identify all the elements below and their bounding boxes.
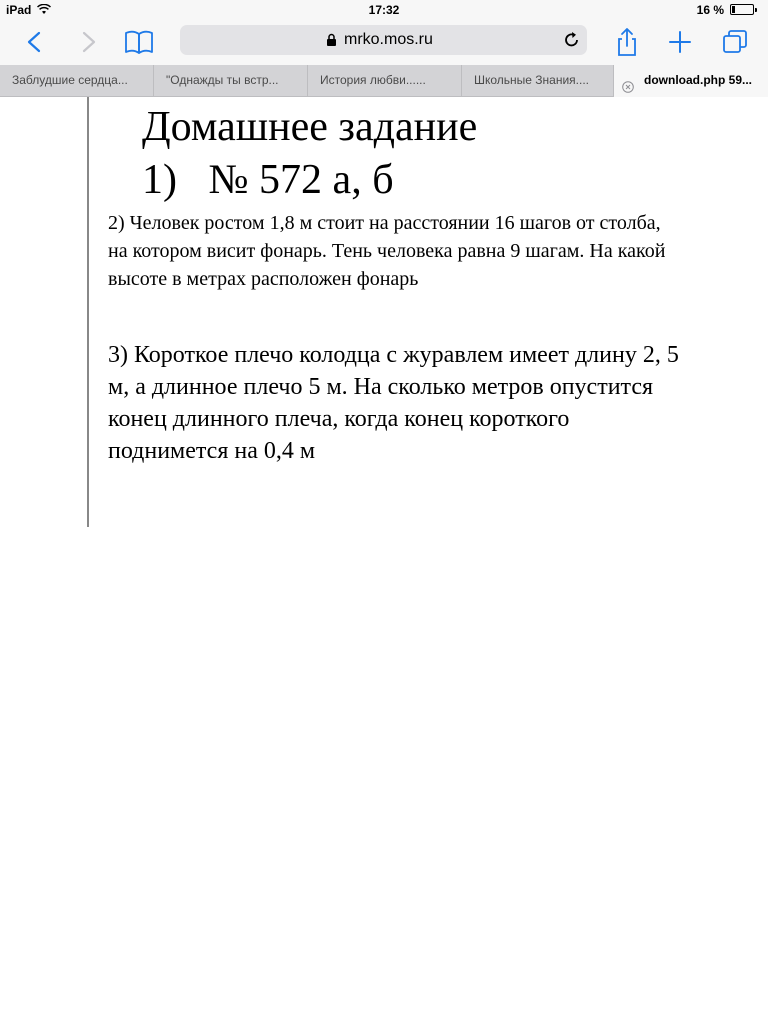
page-divider [87, 97, 89, 527]
share-button[interactable] [609, 24, 645, 60]
share-icon [609, 24, 645, 60]
tab-5-active[interactable] [614, 65, 768, 97]
tab-label: Школьные Знания.... [474, 73, 590, 87]
device-name: iPad [6, 3, 32, 17]
tab-label: История любви...... [320, 73, 426, 87]
tab-label: download.php 59... [644, 73, 752, 87]
reload-button[interactable] [563, 30, 581, 55]
tab-2[interactable] [154, 65, 308, 96]
battery-percent: 16 % [696, 3, 724, 17]
tab-3[interactable] [308, 65, 462, 96]
clock: 17:32 [368, 3, 400, 17]
reload-icon [563, 30, 581, 50]
battery-icon [730, 4, 754, 15]
book-icon [121, 24, 157, 60]
bookmarks-button[interactable] [121, 24, 157, 60]
new-tab-button[interactable] [662, 24, 698, 60]
tab-strip [0, 65, 768, 97]
status-bar [0, 0, 768, 20]
tab-4[interactable] [462, 65, 614, 96]
task-1: 1) № 572 а, б [142, 157, 394, 203]
close-icon[interactable] [622, 74, 634, 97]
forward-button[interactable] [70, 24, 106, 60]
page-title: Домашнее задание [142, 104, 478, 150]
tabs-overview-button[interactable] [717, 24, 753, 60]
tab-label: "Однажды ты встр... [166, 73, 279, 87]
task-3: 3) Короткое плечо колодца с журавлем имеет длину 2, 5 м, а длинное плечо 5 м. На сколько метров опустится конец длинного плеча, когда конец короткого поднимется на 0,4 м [108, 342, 679, 464]
address-bar[interactable] [180, 25, 587, 55]
web-content [0, 97, 768, 1024]
chevron-right-icon [70, 24, 106, 60]
chevron-left-icon [17, 24, 53, 60]
url-text: mrko.mos.ru [344, 31, 433, 48]
battery-fill [732, 6, 735, 13]
task-2: 2) Человек ростом 1,8 м стоит на расстоянии 16 шагов от столба, на котором висит фонарь. Тень человека равна 9 шагам. На какой высоте в метрах расположен фонарь [108, 212, 666, 290]
lock-icon [326, 33, 337, 51]
browser-toolbar [0, 20, 768, 65]
tabs-icon [717, 24, 753, 60]
tab-label: Заблудшие сердца... [12, 73, 128, 87]
plus-icon [662, 24, 698, 60]
tab-1[interactable] [0, 65, 154, 96]
back-button[interactable] [17, 24, 53, 60]
